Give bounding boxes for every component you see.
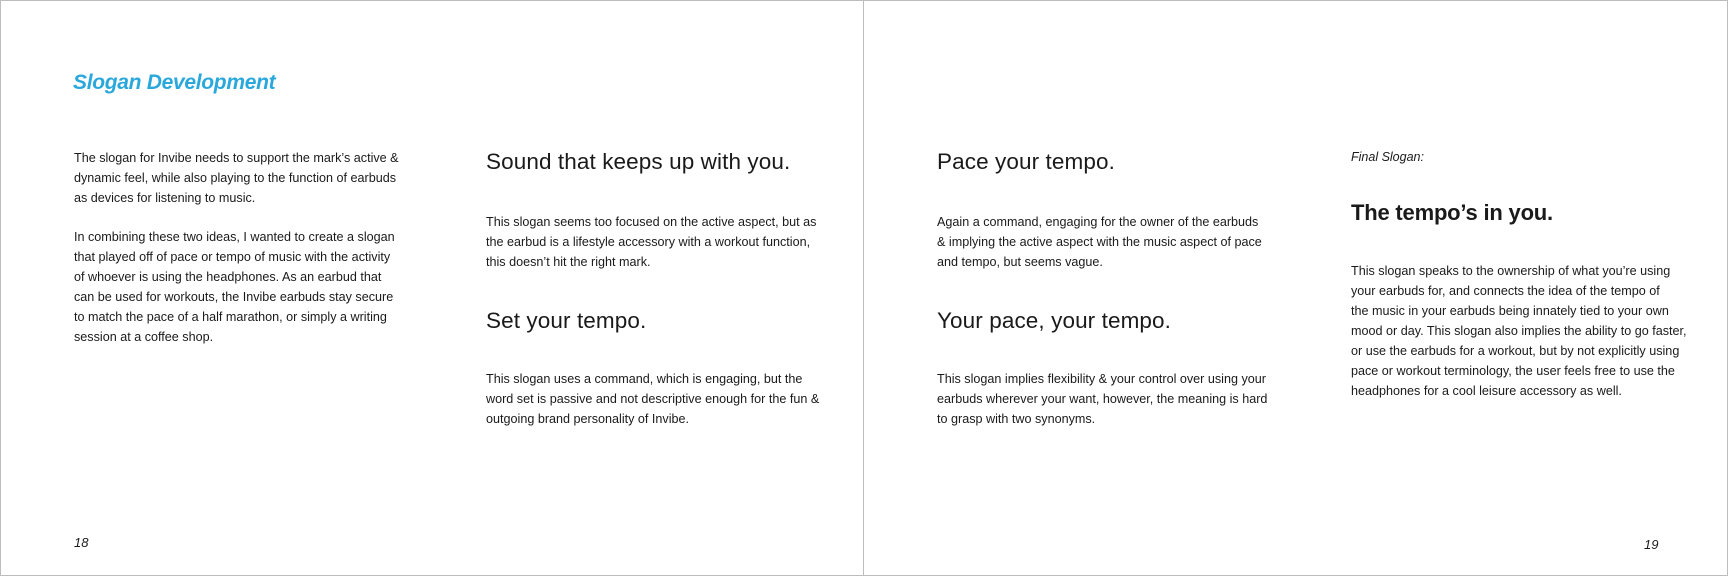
slogan-option-4: Your pace, your tempo.: [937, 308, 1172, 333]
text-line: word set is passive and not descriptive enough for the fun &: [486, 392, 820, 406]
text-line: earbuds wherever your want, however, the meaning is hard: [937, 392, 1268, 406]
text-line: to match the pace of a half marathon, or simply a writing: [74, 310, 387, 324]
slogan-option-2-description: [486, 369, 819, 429]
text-line: & implying the active aspect with the music aspect of pace: [937, 235, 1262, 249]
text-line: or use the earbuds for a workout, but by not explicitly using: [1351, 344, 1680, 358]
text-line: pace or workout terminology, the user feels free to use the: [1351, 364, 1675, 378]
text-line: This slogan seems too focused on the active aspect, but as: [486, 215, 817, 229]
text-line: the music in your earbuds being innately tied to your own: [1351, 304, 1669, 318]
intro-paragraph-2: [74, 227, 395, 347]
slogan-option-3: Pace your tempo.: [937, 149, 1115, 174]
intro-paragraph-1: [74, 148, 399, 208]
text-line: The slogan for Invibe needs to support the mark’s active &: [74, 151, 399, 165]
page-number-right: 19: [1644, 537, 1659, 552]
slogan-option-1-description: [486, 212, 816, 272]
page-number-left: 18: [74, 535, 89, 550]
text-line: session at a coffee shop.: [74, 330, 214, 344]
text-line: This slogan uses a command, which is engaging, but the: [486, 372, 803, 386]
text-line: dynamic feel, while also playing to the function of earbuds: [74, 171, 397, 185]
text-line: this doesn’t hit the right mark.: [486, 255, 651, 269]
final-slogan-description: [1351, 261, 1687, 401]
text-line: mood or day. This slogan also implies the ability to go faster,: [1351, 324, 1687, 338]
slogan-option-4-description: [937, 369, 1267, 429]
final-slogan-label: Final Slogan:: [1351, 150, 1424, 164]
text-line: This slogan implies flexibility & your control over using your: [937, 372, 1266, 386]
page-title: Slogan Development: [73, 71, 276, 94]
text-line: your earbuds for, and connects the idea of the tempo of: [1351, 284, 1660, 298]
text-line: can be used for workouts, the Invibe earbuds stay secure: [74, 290, 394, 304]
text-line: In combining these two ideas, I wanted to create a slogan: [74, 230, 395, 244]
text-line: and tempo, but seems vague.: [937, 255, 1103, 269]
text-line: This slogan speaks to the ownership of what you’re using: [1351, 264, 1671, 278]
text-line: as devices for listening to music.: [74, 191, 256, 205]
slogan-option-3-description: [937, 212, 1262, 272]
slogan-option-1: Sound that keeps up with you.: [486, 149, 791, 174]
text-line: the earbud is a lifestyle accessory with a workout function,: [486, 235, 811, 249]
text-line: outgoing brand personality of Invibe.: [486, 412, 690, 426]
text-line: that played off of pace or tempo of music with the activity: [74, 250, 391, 264]
text-line: Again a command, engaging for the owner of the earbuds: [937, 215, 1259, 229]
text-line: headphones for a cool leisure accessory as well.: [1351, 384, 1622, 398]
text-line: of whoever is using the headphones. As an earbud that: [74, 270, 382, 284]
text-line: to grasp with two synonyms.: [937, 412, 1096, 426]
final-slogan: The tempo’s in you.: [1351, 200, 1553, 225]
page-divider: [863, 1, 864, 575]
slogan-option-2: Set your tempo.: [486, 308, 647, 333]
